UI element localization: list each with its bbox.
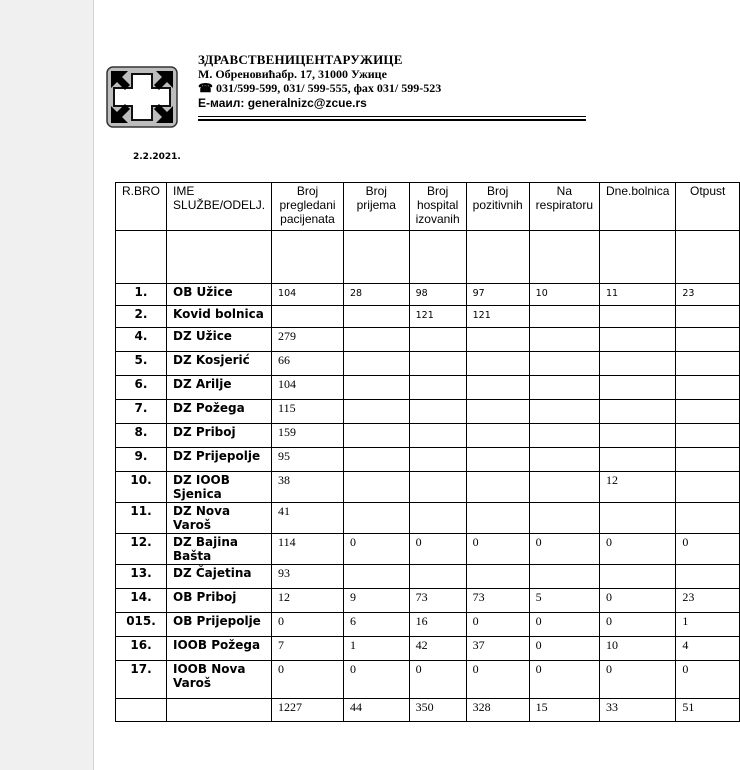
table-cell [343, 231, 409, 284]
value-cell-dnevna [600, 352, 676, 376]
value-cell-dnevna [600, 424, 676, 448]
row-number: 2. [116, 306, 167, 328]
value-cell-pregledani: 38 [272, 472, 344, 503]
value-cell-prijema [343, 503, 409, 534]
value-cell-prijema: 0 [343, 534, 409, 565]
value-cell-respirator [529, 503, 599, 534]
value-cell-otpust [676, 503, 740, 534]
col-header-day-hospital: Dne.bolnica [600, 183, 676, 231]
table-row [116, 328, 740, 352]
value-cell-pozitivnih [466, 472, 529, 503]
value-cell-otpust: 0 [676, 534, 740, 565]
report-date: 2.2.2021. [133, 152, 181, 162]
value-cell-otpust: 4 [676, 637, 740, 661]
row-number: 5. [116, 352, 167, 376]
service-name: DZ Prijepolje [167, 448, 272, 472]
organization-address: М. Обреновићабр. 17, 31000 Ужице [198, 67, 387, 81]
value-cell-dnevna: 0 [600, 661, 676, 699]
value-cell-pregledani [272, 306, 344, 328]
value-cell-pregledani: 7 [272, 637, 344, 661]
value-cell-dnevna [600, 503, 676, 534]
table-row [116, 661, 740, 699]
value-cell-pregledani: 0 [272, 613, 344, 637]
col-header-examined: Broj pregledani pacijenata [272, 183, 344, 231]
value-cell-respirator [529, 352, 599, 376]
value-cell-hospital [409, 328, 466, 352]
table-row [116, 637, 740, 661]
value-cell-respirator: 0 [529, 637, 599, 661]
value-cell-pregledani: 66 [272, 352, 344, 376]
value-cell-otpust [676, 306, 740, 328]
value-cell-pozitivnih [466, 565, 529, 589]
value-cell-respirator: 0 [529, 661, 599, 699]
value-cell-prijema [343, 472, 409, 503]
col-header-hospitalized: Broj hospital izovanih [409, 183, 466, 231]
row-number: 4. [116, 328, 167, 352]
value-cell-respirator [529, 472, 599, 503]
row-number: 1. [116, 284, 167, 306]
col-header-positive: Broj pozitivnih [466, 183, 529, 231]
col-header-rbr: R.BRO [116, 183, 167, 231]
value-cell-dnevna: 0 [600, 589, 676, 613]
table-row [116, 565, 740, 589]
table-row [116, 448, 740, 472]
value-cell-pozitivnih: 97 [466, 284, 529, 306]
table-cell [600, 231, 676, 284]
row-number: 10. [116, 472, 167, 503]
value-cell-otpust [676, 472, 740, 503]
service-name: IOOB Nova Varoš [167, 661, 272, 699]
row-number: 7. [116, 400, 167, 424]
value-cell-dnevna: 10 [600, 637, 676, 661]
total-pozitivnih: 328 [466, 699, 529, 722]
value-cell-otpust [676, 400, 740, 424]
row-number: 8. [116, 424, 167, 448]
value-cell-pozitivnih [466, 352, 529, 376]
value-cell-dnevna [600, 448, 676, 472]
value-cell-prijema: 9 [343, 589, 409, 613]
table-row [116, 589, 740, 613]
service-name: IOOB Požega [167, 637, 272, 661]
row-number: 14. [116, 589, 167, 613]
value-cell-otpust [676, 376, 740, 400]
table-row [116, 613, 740, 637]
value-cell-dnevna: 12 [600, 472, 676, 503]
value-cell-pregledani: 114 [272, 534, 344, 565]
table-row [116, 376, 740, 400]
health-center-logo [106, 66, 178, 128]
value-cell-hospital: 98 [409, 284, 466, 306]
service-name: OB Priboj [167, 589, 272, 613]
value-cell-otpust: 23 [676, 284, 740, 306]
row-number: 16. [116, 637, 167, 661]
value-cell-pregledani: 41 [272, 503, 344, 534]
value-cell-otpust [676, 448, 740, 472]
value-cell-pozitivnih: 0 [466, 534, 529, 565]
service-name: DZ Bajina Bašta [167, 534, 272, 565]
value-cell-prijema [343, 376, 409, 400]
row-number: 11. [116, 503, 167, 534]
service-name: OB Prijepolje [167, 613, 272, 637]
value-cell-prijema: 0 [343, 661, 409, 699]
table-cell [409, 231, 466, 284]
table-row [116, 306, 740, 328]
covid-report-table [115, 182, 740, 722]
col-header-respirator: Na respiratoru [529, 183, 599, 231]
value-cell-pregledani: 104 [272, 284, 344, 306]
value-cell-hospital [409, 448, 466, 472]
service-name: DZ Užice [167, 328, 272, 352]
value-cell-pozitivnih [466, 400, 529, 424]
value-cell-pozitivnih [466, 448, 529, 472]
table-row [116, 352, 740, 376]
service-name: Kovid bolnica [167, 306, 272, 328]
value-cell-prijema [343, 352, 409, 376]
total-dnevna: 33 [600, 699, 676, 722]
value-cell-prijema: 6 [343, 613, 409, 637]
value-cell-prijema [343, 448, 409, 472]
value-cell-pregledani: 115 [272, 400, 344, 424]
value-cell-pozitivnih: 121 [466, 306, 529, 328]
value-cell-respirator: 5 [529, 589, 599, 613]
value-cell-prijema: 1 [343, 637, 409, 661]
value-cell-otpust [676, 565, 740, 589]
table-cell [167, 231, 272, 284]
value-cell-respirator: 0 [529, 613, 599, 637]
value-cell-pozitivnih [466, 424, 529, 448]
value-cell-otpust [676, 352, 740, 376]
total-otpust: 51 [676, 699, 740, 722]
letterhead-divider [198, 116, 586, 117]
table-cell [272, 231, 344, 284]
value-cell-hospital: 16 [409, 613, 466, 637]
value-cell-prijema [343, 400, 409, 424]
table-row [116, 424, 740, 448]
value-cell-pregledani: 12 [272, 589, 344, 613]
table-row [116, 534, 740, 565]
row-number: 6. [116, 376, 167, 400]
value-cell-pozitivnih: 0 [466, 661, 529, 699]
value-cell-dnevna [600, 376, 676, 400]
value-cell-pozitivnih [466, 328, 529, 352]
value-cell-hospital: 121 [409, 306, 466, 328]
value-cell-pregledani: 104 [272, 376, 344, 400]
row-number: 13. [116, 565, 167, 589]
total-hospital: 350 [409, 699, 466, 722]
table-cell [466, 231, 529, 284]
value-cell-pregledani: 0 [272, 661, 344, 699]
value-cell-hospital [409, 352, 466, 376]
value-cell-respirator: 0 [529, 534, 599, 565]
col-header-service: IME SLUŽBE/ODELJ. [167, 183, 272, 231]
value-cell-respirator [529, 424, 599, 448]
value-cell-hospital [409, 472, 466, 503]
value-cell-hospital [409, 424, 466, 448]
table-row [116, 503, 740, 534]
value-cell-pozitivnih [466, 376, 529, 400]
col-header-admissions: Broj prijema [343, 183, 409, 231]
service-name: DZ Nova Varoš [167, 503, 272, 534]
service-name: OB Užice [167, 284, 272, 306]
table-header-row [116, 183, 740, 231]
value-cell-pozitivnih: 37 [466, 637, 529, 661]
value-cell-dnevna [600, 328, 676, 352]
value-cell-dnevna: 11 [600, 284, 676, 306]
value-cell-respirator [529, 448, 599, 472]
value-cell-otpust: 0 [676, 661, 740, 699]
value-cell-dnevna [600, 400, 676, 424]
value-cell-pregledani: 159 [272, 424, 344, 448]
value-cell-prijema [343, 328, 409, 352]
value-cell-otpust: 1 [676, 613, 740, 637]
value-cell-hospital [409, 376, 466, 400]
col-header-discharged: Otpust [676, 183, 740, 231]
letterhead-divider-thick [198, 119, 586, 121]
value-cell-pozitivnih: 73 [466, 589, 529, 613]
value-cell-pozitivnih: 0 [466, 613, 529, 637]
table-cell [529, 231, 599, 284]
letterhead [198, 52, 590, 111]
table-row [116, 284, 740, 306]
service-name: DZ IOOB Sjenica [167, 472, 272, 503]
value-cell-pregledani: 95 [272, 448, 344, 472]
value-cell-prijema: 28 [343, 284, 409, 306]
value-cell-dnevna: 0 [600, 534, 676, 565]
table-row [116, 472, 740, 503]
service-name: DZ Arilje [167, 376, 272, 400]
organization-email: Е-маил: generalnizc@zcue.rs [198, 96, 367, 110]
value-cell-prijema [343, 306, 409, 328]
value-cell-respirator [529, 400, 599, 424]
value-cell-otpust: 23 [676, 589, 740, 613]
value-cell-hospital: 73 [409, 589, 466, 613]
value-cell-otpust [676, 424, 740, 448]
value-cell-hospital [409, 400, 466, 424]
totals-row [116, 699, 740, 722]
organization-name: ЗДРАВСТВЕНИЦЕНТАРУЖИЦЕ [198, 52, 403, 67]
total-prijema: 44 [343, 699, 409, 722]
value-cell-dnevna [600, 565, 676, 589]
row-number: 12. [116, 534, 167, 565]
organization-phone: ☎ 031/599-599, 031/ 599-555, фах 031/ 599-523 [198, 81, 442, 95]
value-cell-respirator [529, 328, 599, 352]
value-cell-pozitivnih [466, 503, 529, 534]
value-cell-respirator [529, 565, 599, 589]
value-cell-respirator: 10 [529, 284, 599, 306]
service-name: DZ Kosjerić [167, 352, 272, 376]
value-cell-hospital [409, 565, 466, 589]
totals-label-cell [116, 699, 167, 722]
value-cell-prijema [343, 565, 409, 589]
document-left-margin [0, 0, 94, 770]
table-cell [116, 231, 167, 284]
value-cell-dnevna: 0 [600, 613, 676, 637]
value-cell-prijema [343, 424, 409, 448]
value-cell-otpust [676, 328, 740, 352]
value-cell-hospital [409, 503, 466, 534]
value-cell-hospital: 0 [409, 661, 466, 699]
table-blank-row [116, 231, 740, 284]
table-row [116, 400, 740, 424]
row-number: 9. [116, 448, 167, 472]
value-cell-hospital: 0 [409, 534, 466, 565]
value-cell-pregledani: 279 [272, 328, 344, 352]
totals-label-cell [167, 699, 272, 722]
row-number: 17. [116, 661, 167, 699]
service-name: DZ Požega [167, 400, 272, 424]
value-cell-respirator [529, 306, 599, 328]
value-cell-respirator [529, 376, 599, 400]
value-cell-pregledani: 93 [272, 565, 344, 589]
value-cell-hospital: 42 [409, 637, 466, 661]
total-respirator: 15 [529, 699, 599, 722]
total-pregledani: 1227 [272, 699, 344, 722]
service-name: DZ Priboj [167, 424, 272, 448]
row-number: 015. [116, 613, 167, 637]
service-name: DZ Čajetina [167, 565, 272, 589]
table-cell [676, 231, 740, 284]
value-cell-dnevna [600, 306, 676, 328]
